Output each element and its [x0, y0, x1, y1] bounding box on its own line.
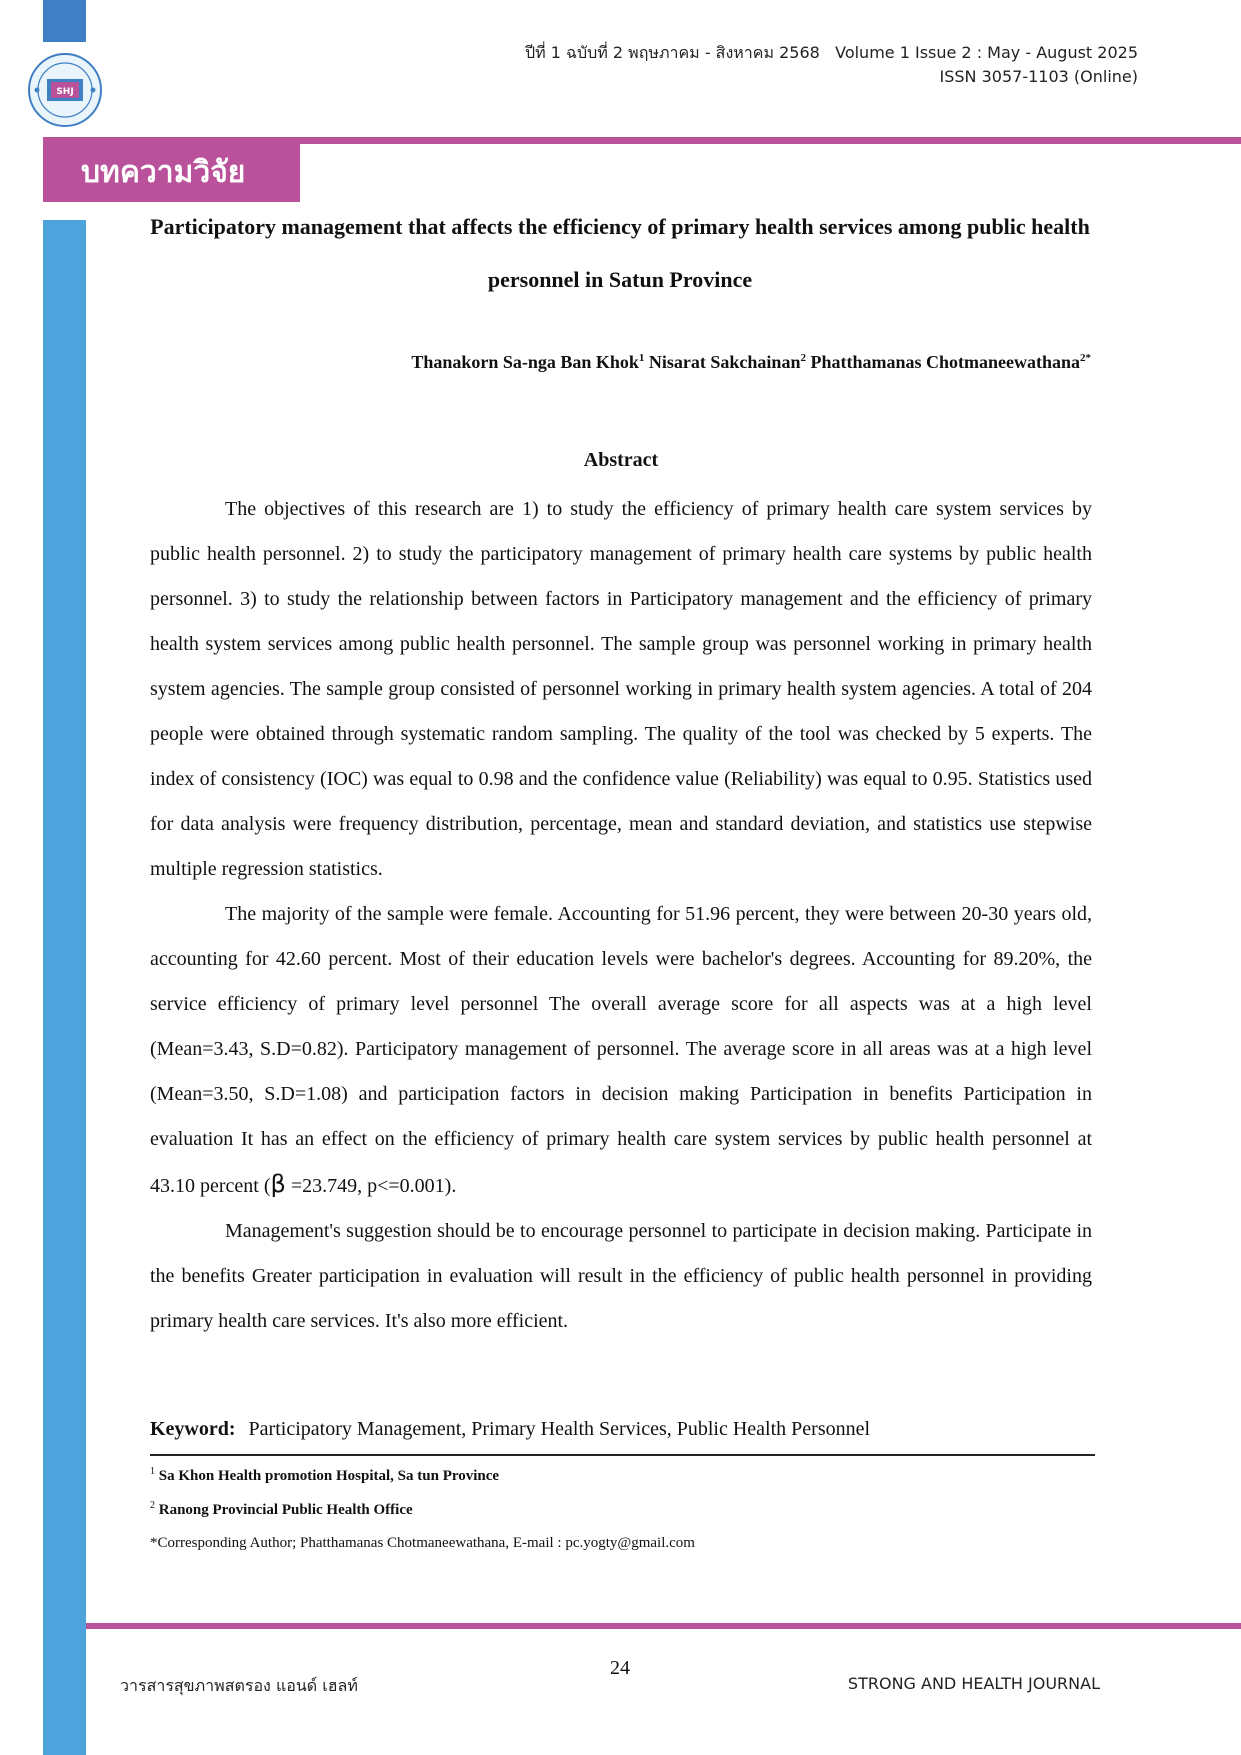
header-rule	[43, 137, 1241, 144]
issue-english: Volume 1 Issue 2 : May - August 2025	[835, 43, 1138, 62]
author-3: Phatthamanas Chotmaneewathana	[810, 352, 1080, 372]
abstract-paragraph-2-end: =23.749, p<=0.001).	[285, 1175, 457, 1197]
footnote-2	[150, 1500, 413, 1519]
abstract-paragraph-1: The objectives of this research are 1) to study the efficiency of primary health care system services by public health personnel. 2) to study the participatory management of primary health care systems by public health personnel. 3) to study the relationship between factors in Participatory management and the efficiency of primary health system services among public health personnel. The sample group was personnel working in primary health system agencies. The sample group consisted of personnel working in primary health system agencies. A total of 204 people were obtained through systematic random sampling. The quality of the tool was checked by 5 experts. The index of consistency (IOC) was equal to 0.98 and the confidence value (Reliability) was equal to 0.95. Statistics used for data analysis were frequency distribution, percentage, mean and standard deviation, and statistics use stepwise multiple regression statistics.	[150, 498, 1092, 880]
corresponding-author: *Corresponding Author; Phatthamanas Chotmaneewathana, E-mail : pc.yogty@gmail.com	[150, 1535, 695, 1551]
journal-logo	[27, 52, 103, 128]
page-number: 24	[610, 1657, 630, 1679]
keyword-divider	[150, 1454, 1095, 1456]
footnote-1-text: Sa Khon Health promotion Hospital, Sa tun Province	[158, 1468, 500, 1484]
author-list	[411, 352, 1091, 373]
footer-journal-english: STRONG AND HEALTH JOURNAL	[847, 1674, 1100, 1693]
author-1: Thanakorn Sa-nga Ban Khok	[411, 352, 639, 372]
abstract-paragraph-2	[150, 892, 1092, 1209]
paper-title: Participatory management that affects the efficiency of primary health services among public health personnel in Satun Province	[150, 214, 1090, 292]
keyword-label: Keyword:	[150, 1418, 236, 1440]
section-label: บทความวิจัย	[43, 144, 300, 202]
footnote-1	[150, 1466, 499, 1485]
logo-text: SHJ	[56, 87, 74, 97]
keyword-text: Participatory Management, Primary Health Services, Public Health Personnel	[248, 1418, 871, 1440]
left-sidebar-bar	[43, 220, 86, 1755]
top-color-block	[43, 0, 86, 42]
beta-symbol: β	[270, 1170, 286, 1198]
issue-line	[525, 41, 1138, 65]
footnote-1-marker: 1	[150, 1466, 155, 1477]
abstract-heading: Abstract	[583, 449, 659, 471]
footnote-2-text: Ranong Provincial Public Health Office	[158, 1502, 413, 1518]
author-2-affiliation: 2	[800, 352, 806, 364]
issue-thai: ปีที่ 1 ฉบับที่ 2 พฤษภาคม - สิงหาคม 2568	[525, 43, 820, 62]
footer-journal-thai: วารสารสุขภาพสตรอง แอนด์ เฮลท์	[120, 1676, 358, 1695]
footnote-2-marker: 2	[150, 1500, 155, 1511]
footer-rule	[86, 1623, 1241, 1629]
journal-issue-info	[525, 41, 1138, 89]
issn: ISSN 3057-1103 (Online)	[939, 67, 1138, 86]
author-3-affiliation: 2*	[1080, 352, 1091, 364]
abstract-paragraph-3: Management's suggestion should be to encourage personnel to participate in decision making. Participate in the benefits Greater participation in evaluation will result in the efficiency of public health personnel in providing primary health care services. It's also more efficient.	[150, 1220, 1092, 1332]
keywords	[150, 1418, 870, 1441]
abstract-paragraph-2-text: The majority of the sample were female. Accounting for 51.96 percent, they were between 20-30 years old, accounting for 42.60 percent. Most of their education levels were bachelor's degrees. Accounting for 89.20%, the service efficiency of primary level personnel The overall average score for all aspects was at a high level (Mean=3.43, S.D=0.82). Participatory management of personnel. The average score in all areas was at a high level (Mean=3.50, S.D=1.08) and participation factors in decision making Participation in benefits Participation in evaluation It has an effect on the efficiency of primary health care system services by public health personnel at 43.10 percent (	[150, 903, 1092, 1197]
author-2: Nisarat Sakchainan	[648, 352, 801, 372]
abstract-body	[150, 487, 1092, 1344]
author-1-affiliation: 1	[638, 352, 645, 364]
